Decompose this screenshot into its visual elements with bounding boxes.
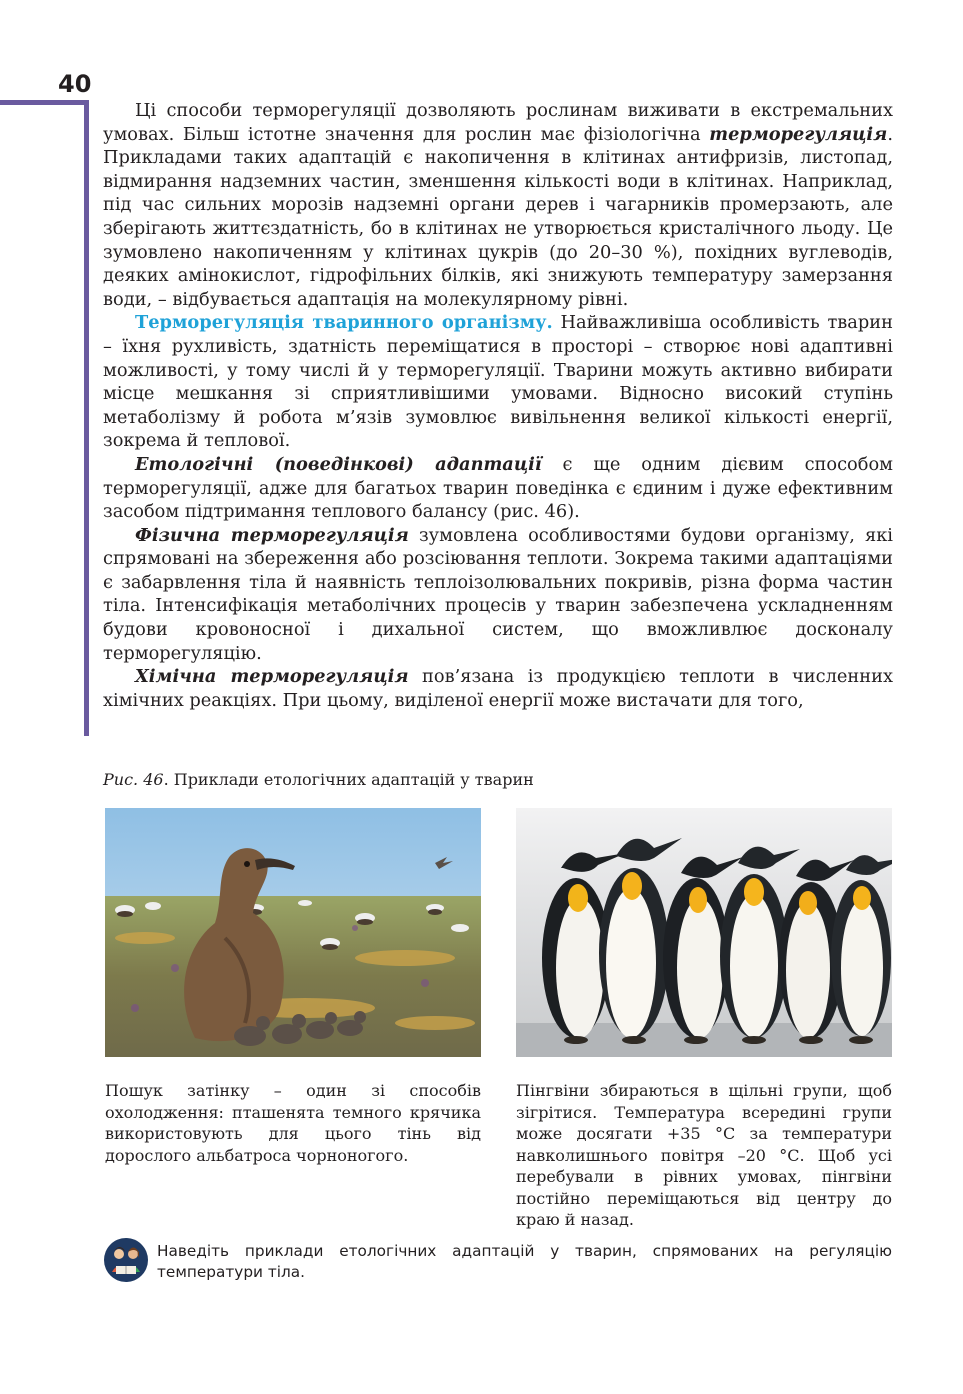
term-ethological: Етологічні (поведінкові) адаптації [135, 453, 542, 475]
penguins-illustration [516, 808, 892, 1057]
figure-title: . Приклади етологічних адаптацій у тварин [163, 770, 534, 789]
question-text: Наведіть приклади етологічних адаптацій у тварин, спрямованих на регуляцію температури тіла. [157, 1242, 892, 1281]
students-reading-icon [104, 1238, 148, 1282]
albatross-illustration [105, 808, 481, 1057]
albatross-caption: Пошук затінку – один зі способів охолодження: пташенята темного крячика використовують для цього тінь від дорослого альбатроса чорноногого. [105, 1081, 481, 1165]
term-physical: Фізична терморегуляція [135, 524, 409, 546]
paragraph-physical: Фізична терморегуляція зумовлена особливостями будови організму, які спрямовані на збереження або розсіювання теплоти. Зокрема такими адаптаціями є забарвлення тіла й наявність теплоізолювальних покривів, різна форма частин тіла. Інтенсифікація метаболічних процесів у тварин забезпечена ускладненням будови кровоносної і дихальної систем, що вможливлює досконалу терморегуляцію. [103, 524, 893, 664]
paragraph-animal-thermoregulation: Терморегуляція тваринного організму. Найважливіша особливість тварин – їхня рухливість, здатність переміщатися в просторі – створює нові адаптивні можливості, у тому числі й у терморегуляції. Тварини можуть активно вибирати місце мешкання зі сприятливішими умовами. Відносно високий ступінь метаболізму й робота м’язів зумовлює вивільнення великої кількості енергії, зокрема й теплової. [103, 312, 893, 452]
body-text [103, 99, 893, 712]
penguin-group [542, 838, 892, 1038]
term-chemical: Хімічна терморегуляція [135, 666, 409, 688]
albatross-photo [105, 808, 481, 1057]
term-thermoregulation: терморегуляція [709, 123, 888, 145]
penguins-caption: Пінгвіни збираються в щільні групи, щоб зігрітися. Температура всередині групи може досягати +35 °С за температури навколишнього повітря –20 °С. Щоб усі перебували в рівних умовах, пінгвіни постійно переміщаються від центру до краю й назад. [516, 1081, 892, 1229]
figure-caption [103, 770, 893, 789]
section-heading: Терморегуляція тваринного організму. [135, 312, 553, 334]
paragraph-chemical: Хімічна терморегуляція пов’язана із продукцією теплоти в численних хімічних реакціях. При цьому, виділеної енергії може вистачати для того, [103, 666, 893, 711]
margin-accent-bar [0, 100, 89, 736]
paragraph-ethological: Етологічні (поведінкові) адаптації є ще одним дієвим способом терморегуляції, адже для багатьох тварин поведінка є єдиним і дуже ефективним засобом підтримання теплового балансу (рис. 46). [103, 453, 893, 523]
page-number: 40 [58, 70, 92, 98]
penguins-photo [516, 808, 892, 1057]
paragraph-plant-thermoregulation: Ці способи терморегуляції дозволяють рослинам виживати в екстремальних умовах. Більш істотне значення для рослин має фізіологічна терморегуляція. Прикладами таких адаптацій є накопичення в клітинах антифризів, листопад, відмирання надземних частин, зменшення кількості води в клітинах. Наприклад, під час сильних морозів надземні органи дерев і чагарників промерзають, але зберігають життєздатність, бо в клітинах не утворюється кристалічного льоду. Це зумовлено накопиченням у клітинах цукрів (до 20–30 %), похідних вуглеводів, деяких амінокислот, гідрофільних білків, які знижують температуру замерзання води, – відбувається адаптація на молекулярному рівні. [103, 100, 893, 310]
figure-label: Рис. 46 [103, 770, 164, 789]
